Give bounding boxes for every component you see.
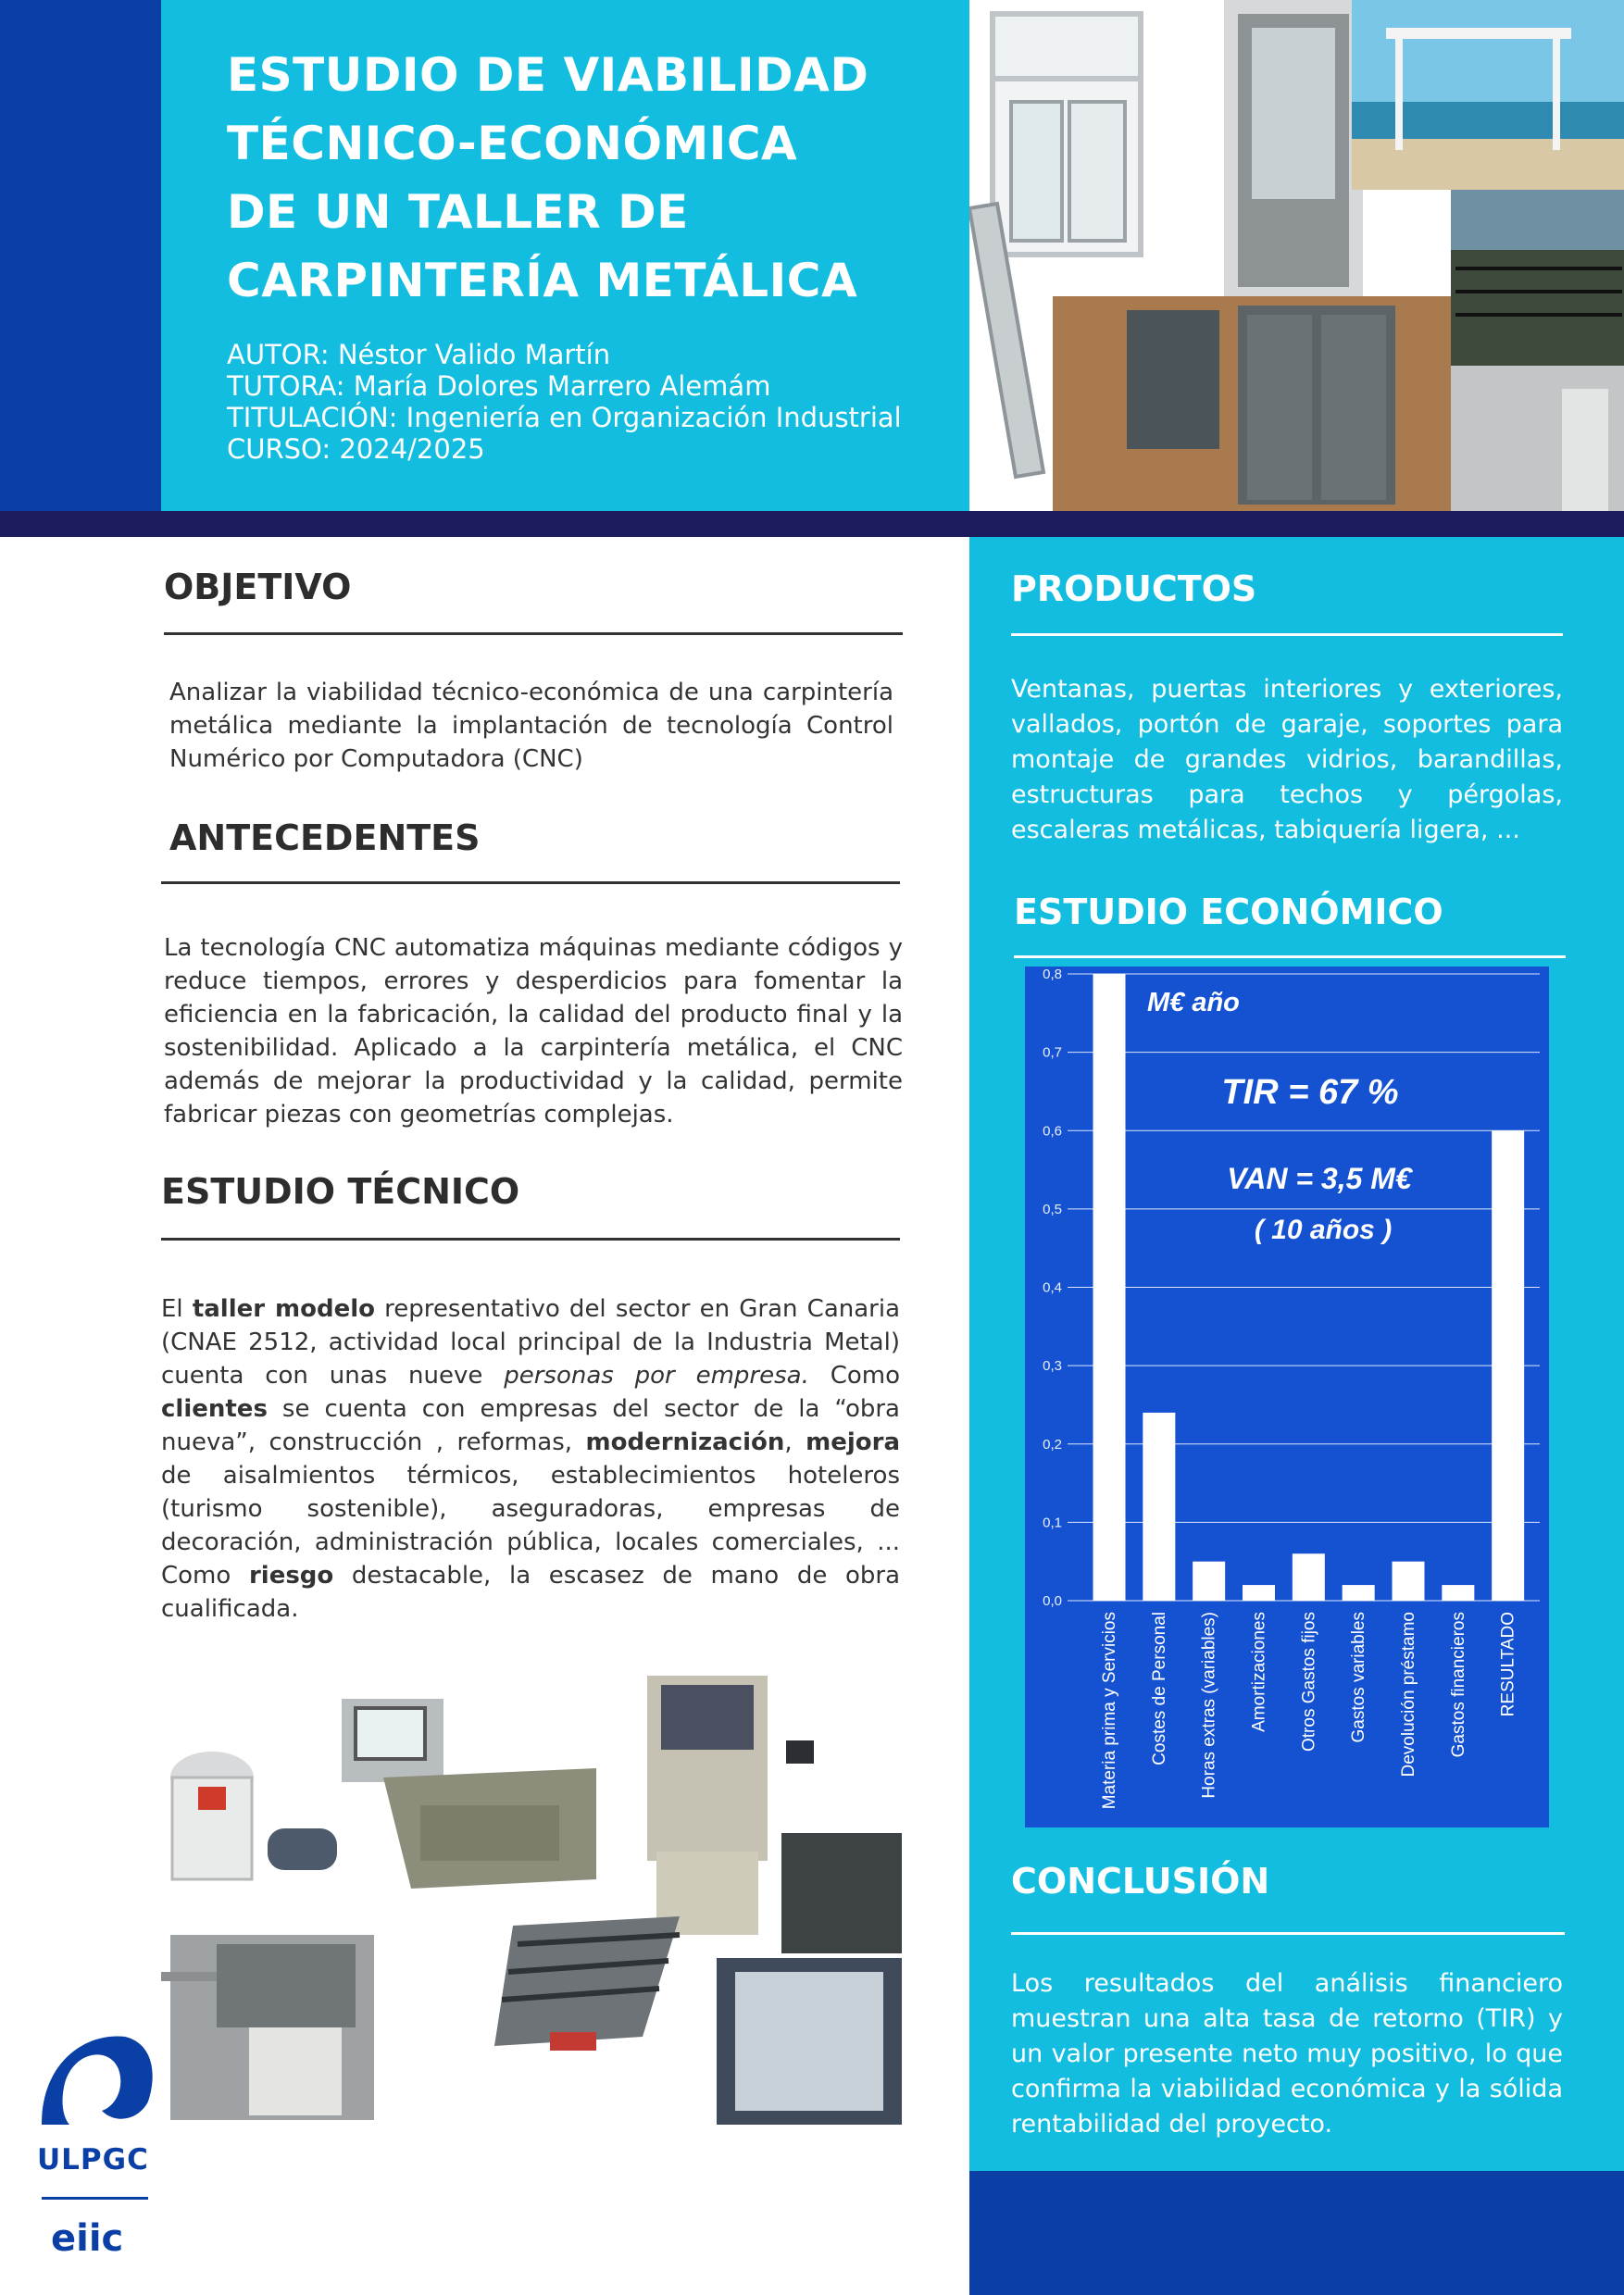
unit-label: M€ año: [1147, 988, 1240, 1017]
bar: [1442, 1585, 1474, 1601]
machinery-photo-collage: [161, 1666, 902, 2129]
tir-annotation: TIR = 67 %: [1221, 1073, 1399, 1112]
bar: [1343, 1585, 1375, 1601]
right-footer-block: [969, 2171, 1624, 2295]
header-navy-strip: [0, 0, 161, 511]
antecedentes-rule: [161, 881, 900, 884]
ulpgc-wordmark: ULPGC: [37, 2143, 149, 2177]
x-tick-label: Horas extras (variables): [1199, 1612, 1219, 1799]
bar: [1393, 1562, 1425, 1601]
title-line-4: CARPINTERÍA METÁLICA: [227, 254, 858, 307]
tec-text-2: representativo del sector en Gran Canaria (CNAE 2512, actividad local principal de la Industria Metal) cuenta con unas nueve: [161, 1295, 901, 1390]
tec-text-7: destacable, la escasez de mano de obra cualificada.: [161, 1562, 900, 1623]
tec-text-5: ,: [784, 1428, 806, 1456]
tec-italic-personas: personas por empresa.: [504, 1362, 809, 1390]
x-tick-label: Costes de Personal: [1149, 1612, 1169, 1765]
objetivo-rule: [164, 632, 903, 635]
x-tick-label: Materia prima y Servicios: [1100, 1612, 1119, 1810]
y-tick-label: 0,6: [1043, 1123, 1062, 1140]
bar: [1293, 1553, 1325, 1601]
collage-image: [969, 0, 1624, 511]
estudio-economico-heading: ESTUDIO ECONÓMICO: [1014, 892, 1443, 932]
bar: [1143, 1413, 1175, 1601]
y-tick-label: 0,8: [1043, 967, 1062, 982]
y-tick-label: 0,7: [1043, 1044, 1062, 1061]
tec-bold-mejora: mejora: [806, 1428, 900, 1456]
university-logos: [37, 2032, 157, 2273]
poster-metadata: [227, 339, 902, 465]
x-tick-label: Devolución préstamo: [1399, 1612, 1418, 1777]
poster-title: [227, 41, 931, 315]
objetivo-text: Analizar la viabilidad técnico-económica de una carpintería metálica mediante la implantación de tecnología Control Numérico por Computadora (CNC): [169, 679, 893, 773]
antecedentes-heading: ANTECEDENTES: [169, 817, 481, 858]
estudio-economico-rule: [1014, 955, 1566, 958]
antecedentes-text: La tecnología CNC automatiza máquinas mediante códigos y reduce tiempos, errores y desperdicios para fomentar la eficiencia en la fabricación, la calidad del producto final y la sostenibilidad. Aplicado a la carpintería metálica, el CNC además de mejorar la productividad y la calidad, permite fabricar piezas con geometrías complejas.: [164, 934, 903, 1129]
economic-bar-chart: [1025, 967, 1549, 1827]
products-photo-collage: [969, 0, 1624, 511]
bar: [1243, 1585, 1275, 1601]
x-tick-label: Gastos variables: [1349, 1612, 1369, 1743]
x-tick-label: Amortizaciones: [1249, 1612, 1269, 1732]
productos-rule: [1011, 633, 1563, 636]
tec-bold-clientes: clientes: [161, 1395, 268, 1423]
logo-divider: [42, 2197, 148, 2200]
bar: [1193, 1562, 1225, 1601]
machinery-image: [161, 1666, 902, 2129]
bar: [1093, 974, 1126, 1601]
title-line-2: TÉCNICO-ECONÓMICA: [227, 117, 798, 170]
tutor-line: TUTORA: María Dolores Marrero Alemám: [227, 370, 771, 402]
y-tick-label: 0,5: [1043, 1201, 1062, 1217]
objetivo-heading: OBJETIVO: [164, 567, 352, 607]
y-tick-label: 0,3: [1043, 1358, 1062, 1375]
author-line: AUTOR: Néstor Valido Martín: [227, 339, 611, 370]
y-tick-label: 0,4: [1043, 1279, 1062, 1296]
title-line-1: ESTUDIO DE VIABILIDAD: [227, 48, 869, 102]
header-divider-band: [0, 511, 1624, 537]
ulpgc-wave-logo-icon: [37, 2032, 157, 2134]
tec-text-1: El: [161, 1295, 193, 1323]
tec-bold-taller-modelo: taller modelo: [192, 1295, 376, 1323]
estudio-tecnico-rule: [161, 1238, 900, 1241]
estudio-tecnico-heading: ESTUDIO TÉCNICO: [161, 1171, 520, 1212]
productos-text: Ventanas, puertas interiores y exteriores, vallados, portón de garaje, soportes para montaje de grandes vidrios, barandillas, estructuras para techos y pérgolas, escaleras metálicas, tabiquería ligera, ...: [1011, 675, 1563, 844]
productos-heading: PRODUCTOS: [1011, 568, 1257, 609]
tec-bold-riesgo: riesgo: [248, 1562, 334, 1590]
tec-text-3: Como: [808, 1362, 900, 1390]
tec-text-4: se cuenta con empresas del sector de la “obra nueva”, construcción , reformas,: [161, 1395, 900, 1456]
x-tick-label: Gastos financieros: [1448, 1612, 1468, 1758]
estudio-tecnico-text: [161, 1292, 900, 1626]
y-tick-label: 0,1: [1043, 1515, 1062, 1531]
tec-text-6: de aisalmientos térmicos, establecimientos hoteleros (turismo sostenible), aseguradoras, empresas de decoración, administración pública, locales comerciales, ... Como: [161, 1462, 900, 1590]
conclusion-rule: [1011, 1932, 1565, 1935]
conclusion-heading: CONCLUSIÓN: [1011, 1861, 1270, 1902]
chart-canvas: [1025, 967, 1549, 1827]
y-tick-label: 0,0: [1043, 1593, 1062, 1609]
bar: [1492, 1130, 1524, 1601]
degree-line: TITULACIÓN: Ingeniería en Organización Industrial: [227, 402, 902, 433]
y-tick-label: 0,2: [1043, 1436, 1062, 1453]
conclusion-text: Los resultados del análisis financiero muestran una alta tasa de retorno (TIR) y un valor presente neto muy positivo, lo que confirma la viabilidad económica y la sólida rentabilidad del proyecto.: [1011, 1969, 1563, 2139]
tec-bold-modernizacion: modernización: [585, 1428, 785, 1456]
x-tick-label: Otros Gastos fijos: [1299, 1612, 1319, 1752]
x-tick-label: RESULTADO: [1498, 1612, 1518, 1717]
title-line-3: DE UN TALLER DE: [227, 185, 689, 239]
van-annotation: VAN = 3,5 M€: [1227, 1162, 1412, 1195]
eiic-wordmark: eiic: [51, 2217, 124, 2260]
course-line: CURSO: 2024/2025: [227, 433, 485, 465]
van-period-annotation: ( 10 años ): [1254, 1215, 1393, 1245]
